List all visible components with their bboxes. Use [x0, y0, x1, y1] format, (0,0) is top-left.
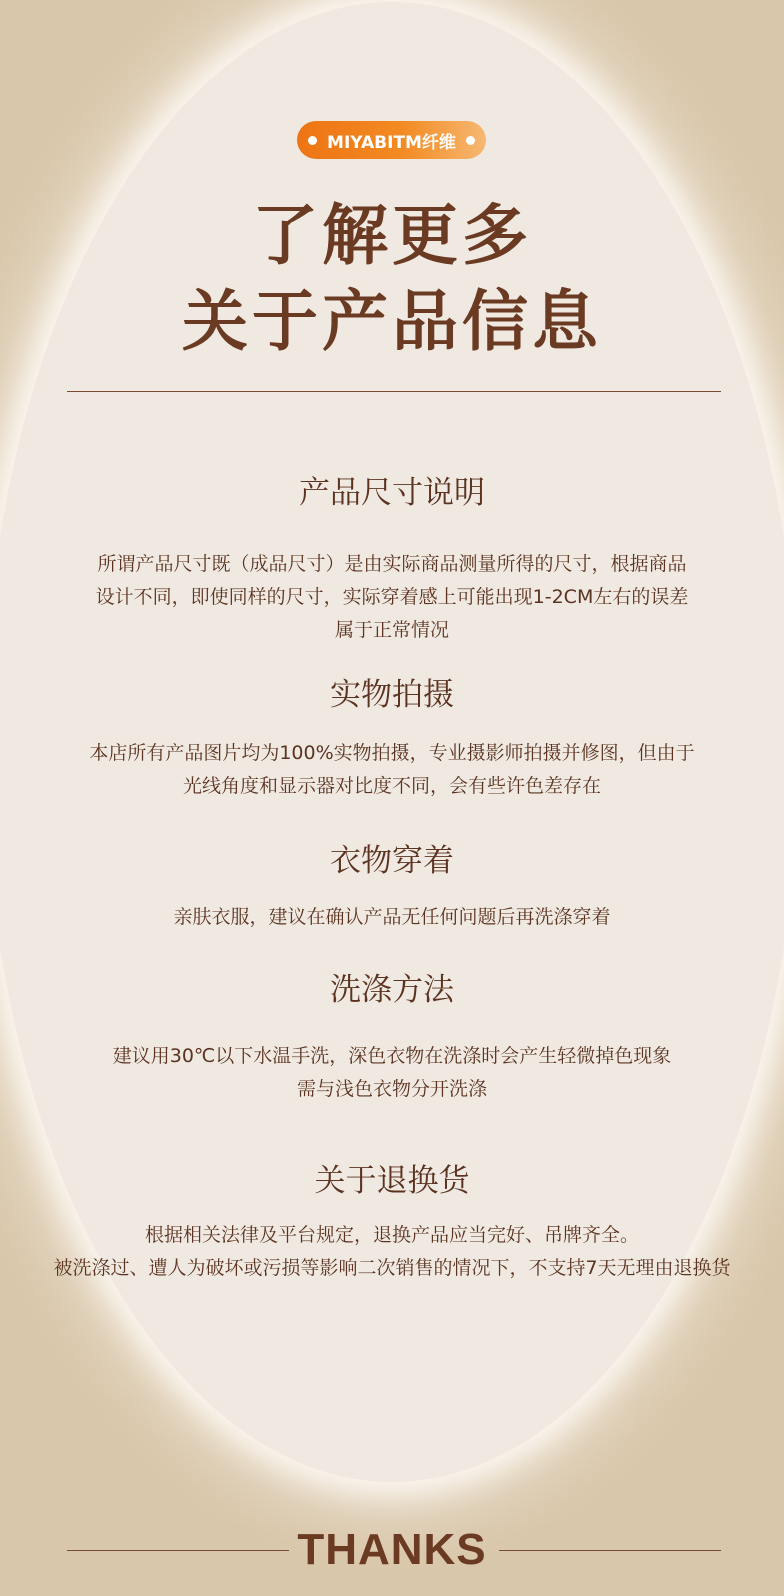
section-title-photo: 实物拍摄 — [330, 677, 454, 713]
section-text-returns — [0, 1219, 784, 1285]
brand-badge — [297, 121, 486, 159]
section-text-size — [0, 548, 784, 647]
badge-dot-right — [466, 136, 475, 145]
section-line: 建议用30℃以下水温手洗，深色衣物在洗涤时会产生轻微掉色现象 — [112, 1045, 672, 1067]
page-title-line2: 关于产品信息 — [182, 283, 602, 360]
section-text-wearing — [0, 901, 784, 934]
section-title-wearing: 衣物穿着 — [330, 843, 454, 879]
page-title-line1: 了解更多 — [252, 197, 532, 274]
badge-label: MIYABITM纤维 — [327, 132, 456, 153]
section-line: 根据相关法律及平台规定，退换产品应当完好、吊牌齐全。 — [144, 1224, 639, 1246]
section-line: 本店所有产品图片均为100%实物拍摄，专业摄影师拍摄并修图，但由于 — [89, 742, 695, 764]
section-line: 被洗涤过、遭人为破坏或污损等影响二次销售的情况下，不支持7天无理由退换货 — [53, 1257, 731, 1279]
section-title-returns: 关于退换货 — [314, 1163, 470, 1199]
section-line: 亲肤衣服，建议在确认产品无任何问题后再洗涤穿着 — [173, 906, 611, 928]
section-line: 属于正常情况 — [334, 619, 449, 641]
section-text-washing — [0, 1040, 784, 1106]
section-title-size: 产品尺寸说明 — [299, 475, 485, 511]
thanks-text: THANKS — [297, 1525, 487, 1574]
section-line: 所谓产品尺寸既（成品尺寸）是由实际商品测量所得的尺寸，根据商品 — [97, 553, 687, 575]
header-divider — [67, 391, 721, 392]
badge-dot-left — [308, 136, 317, 145]
section-text-photo — [0, 737, 784, 803]
section-line: 需与浅色衣物分开洗涤 — [296, 1078, 487, 1100]
section-title-washing: 洗涤方法 — [330, 972, 454, 1008]
section-line: 光线角度和显示器对比度不同，会有些许色差存在 — [182, 775, 601, 797]
section-line: 设计不同，即使同样的尺寸，实际穿着感上可能出现1-2CM左右的误差 — [95, 586, 689, 608]
